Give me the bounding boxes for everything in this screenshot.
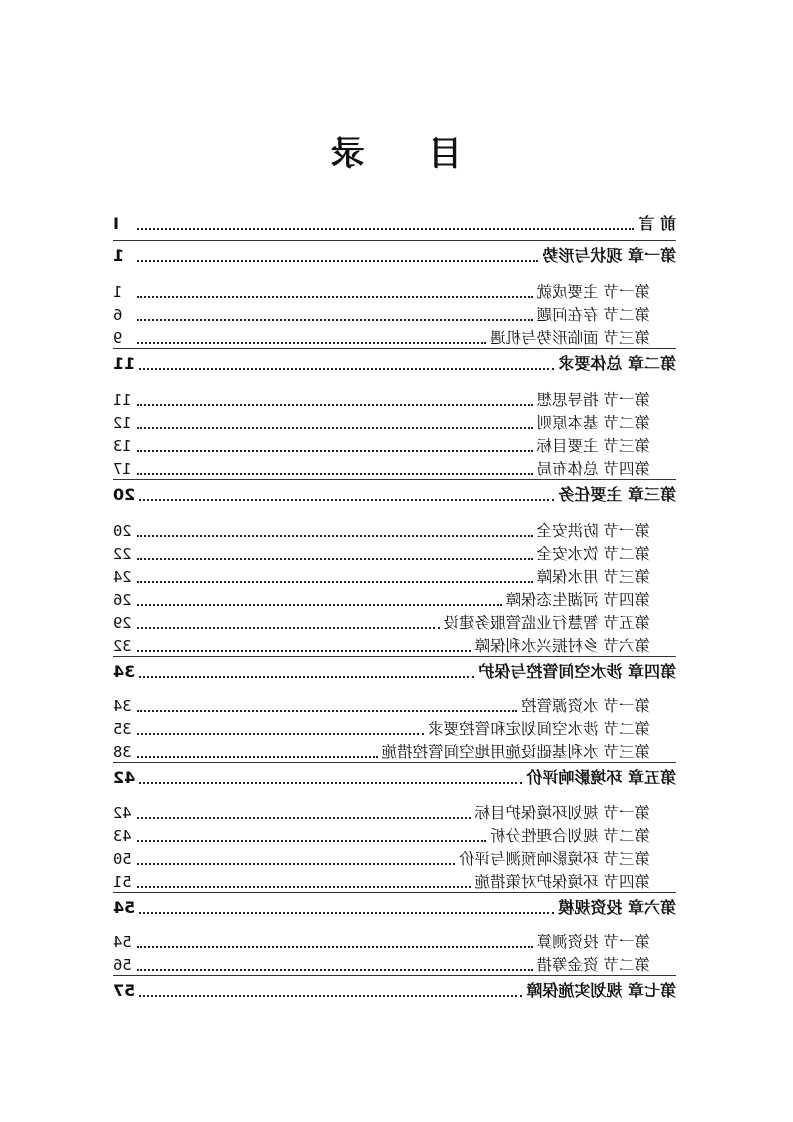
dot-leader xyxy=(137,817,471,819)
toc-entry-chapter[interactable] xyxy=(113,894,676,918)
dot-leader xyxy=(137,581,533,583)
toc-label: 第六节 乡村振兴水利保障 xyxy=(474,637,650,655)
toc-entry-chapter[interactable] xyxy=(113,977,676,1001)
dot-leader xyxy=(139,995,522,997)
toc-entry-section[interactable] xyxy=(113,517,676,541)
toc-entry-section[interactable] xyxy=(113,799,676,823)
toc-entry-section[interactable] xyxy=(113,692,676,716)
toc-label: 第一节 防洪安全 xyxy=(536,522,650,540)
toc-page-number: 26 xyxy=(113,591,132,609)
toc-page-number: 56 xyxy=(113,956,132,974)
toc-entry-chapter[interactable] xyxy=(113,764,676,788)
toc-page-number: 11 xyxy=(113,391,132,409)
toc-page-number: I xyxy=(113,214,119,233)
dot-leader xyxy=(137,342,486,344)
toc-page-number: 32 xyxy=(113,637,132,655)
toc-page-number: 50 xyxy=(113,850,132,868)
toc-page-number: 13 xyxy=(113,437,132,455)
toc-page-number: 17 xyxy=(113,460,132,478)
toc-label: 第三章 主要任务 xyxy=(558,485,676,504)
toc-entry-section[interactable] xyxy=(113,951,676,975)
dot-leader xyxy=(137,404,533,406)
toc-page-number: 35 xyxy=(113,720,132,738)
dot-leader xyxy=(137,260,538,262)
toc-entry-section[interactable] xyxy=(113,928,676,952)
toc-entry-section[interactable] xyxy=(113,845,676,869)
dot-leader xyxy=(139,782,522,784)
toc-entry-section[interactable] xyxy=(113,738,676,762)
toc-label: 第一节 规划环境保护目标 xyxy=(474,804,650,822)
toc-label: 第一节 主要成就 xyxy=(536,283,650,301)
toc-page-number: 20 xyxy=(113,522,132,540)
chapter-divider xyxy=(113,656,676,657)
dot-leader xyxy=(137,450,533,452)
dot-leader xyxy=(137,840,486,842)
toc-entry-section[interactable] xyxy=(113,278,676,302)
toc-entry-section[interactable] xyxy=(113,715,676,739)
dot-leader xyxy=(137,228,634,230)
toc-entry-section[interactable] xyxy=(113,386,676,410)
toc-entry-section[interactable] xyxy=(113,540,676,564)
toc-label: 第三节 水利基础设施用地空间管控措施 xyxy=(381,743,650,761)
toc-entry-section[interactable] xyxy=(113,301,676,325)
dot-leader xyxy=(137,473,533,475)
toc-page-number: 6 xyxy=(113,306,123,324)
chapter-divider xyxy=(113,240,676,241)
toc-entry-section[interactable] xyxy=(113,586,676,610)
chapter-divider xyxy=(113,892,676,893)
toc-label: 第二章 总体要求 xyxy=(558,354,676,373)
toc-page-number: 22 xyxy=(113,545,132,563)
page-title: 目 录 xyxy=(304,134,463,174)
dot-leader xyxy=(139,499,554,501)
toc-label: 第三节 用水保障 xyxy=(536,568,650,586)
toc-label: 第二节 涉水空间划定和管控要求 xyxy=(428,720,650,738)
toc-page-number: 57 xyxy=(113,981,136,1000)
chapter-divider xyxy=(113,975,676,976)
toc-label: 第四节 总体布局 xyxy=(536,460,650,478)
toc-entry-section[interactable] xyxy=(113,455,676,479)
toc-page-number: 11 xyxy=(113,354,136,373)
dot-leader xyxy=(139,368,554,370)
dot-leader xyxy=(137,296,533,298)
chapter-divider xyxy=(113,479,676,480)
dot-leader xyxy=(137,710,517,712)
toc-page-number: 12 xyxy=(113,414,132,432)
dot-leader xyxy=(137,535,533,537)
toc-label: 第五章 环境影响评价 xyxy=(526,768,676,787)
toc-page-number: 9 xyxy=(113,329,123,347)
toc-label: 第二节 饮水安全 xyxy=(536,545,650,563)
toc-label: 第一节 投资测算 xyxy=(536,933,650,951)
toc-page-number: 24 xyxy=(113,568,132,586)
toc-entry-preface[interactable] xyxy=(113,210,676,234)
toc-label: 第三节 环境影响预测与评价 xyxy=(459,850,650,868)
toc-entry-chapter[interactable] xyxy=(113,242,676,266)
toc-label: 第二节 存在问题 xyxy=(536,306,650,324)
toc-page-number: 42 xyxy=(113,768,136,787)
toc-entry-section[interactable] xyxy=(113,563,676,587)
toc-entry-chapter[interactable] xyxy=(113,658,676,682)
dot-leader xyxy=(137,756,378,758)
toc-page-number: 20 xyxy=(113,485,136,504)
toc-label: 第七章 规划实施保障 xyxy=(526,981,676,1000)
toc-label: 第三节 主要目标 xyxy=(536,437,650,455)
dot-leader xyxy=(137,969,533,971)
toc-entry-section[interactable] xyxy=(113,632,676,656)
dot-leader xyxy=(137,627,440,629)
dot-leader xyxy=(137,319,533,321)
toc-label: 第四节 河湖生态保障 xyxy=(505,591,650,609)
toc-entry-section[interactable] xyxy=(113,324,676,348)
toc-page-number: 29 xyxy=(113,614,132,632)
toc-label: 第一章 现状与形势 xyxy=(542,246,676,265)
toc-label: 第三节 面临形势与机遇 xyxy=(490,329,650,347)
toc-entry-section[interactable] xyxy=(113,409,676,433)
toc-entry-section[interactable] xyxy=(113,868,676,892)
toc-page-number: 43 xyxy=(113,827,132,845)
toc-page-number: 54 xyxy=(113,933,132,951)
toc-entry-section[interactable] xyxy=(113,822,676,846)
toc-entry-section[interactable] xyxy=(113,609,676,633)
toc-label: 第六章 投资规模 xyxy=(558,898,676,917)
toc-label: 第一节 指导思想 xyxy=(536,391,650,409)
dot-leader xyxy=(139,912,554,914)
toc-page-number: 51 xyxy=(113,873,132,891)
dot-leader xyxy=(137,558,533,560)
chapter-divider xyxy=(113,348,676,349)
dot-leader xyxy=(137,733,424,735)
toc-label: 第二节 基本原则 xyxy=(536,414,650,432)
dot-leader xyxy=(137,863,455,865)
toc-label: 第二节 资金筹措 xyxy=(536,956,650,974)
toc-label: 第四节 环境保护对策措施 xyxy=(474,873,650,891)
dot-leader xyxy=(137,427,533,429)
toc-label: 第五节 智慧行业监管服务建设 xyxy=(443,614,650,632)
chapter-divider xyxy=(113,762,676,763)
toc-label: 第二节 规划合理性分析 xyxy=(490,827,650,845)
toc-label: 第四章 涉水空间管控与保护 xyxy=(478,662,676,681)
dot-leader xyxy=(139,676,474,678)
toc-entry-chapter[interactable] xyxy=(113,350,676,374)
toc-entry-section[interactable] xyxy=(113,432,676,456)
toc-label: 前 言 xyxy=(638,214,676,233)
toc-page-number: 42 xyxy=(113,804,132,822)
dot-leader xyxy=(137,604,502,606)
dot-leader xyxy=(137,650,471,652)
toc-page-number: 34 xyxy=(113,662,136,681)
toc-label: 第一节 水资源管控 xyxy=(521,697,650,715)
toc-page-number: 54 xyxy=(113,898,136,917)
toc-page-number: 1 xyxy=(113,283,123,301)
toc-entry-chapter[interactable] xyxy=(113,481,676,505)
dot-leader xyxy=(137,886,471,888)
toc-page-number: 34 xyxy=(113,697,132,715)
toc-page-number: 1 xyxy=(113,246,125,265)
dot-leader xyxy=(137,946,533,948)
toc-page-number: 38 xyxy=(113,743,132,761)
